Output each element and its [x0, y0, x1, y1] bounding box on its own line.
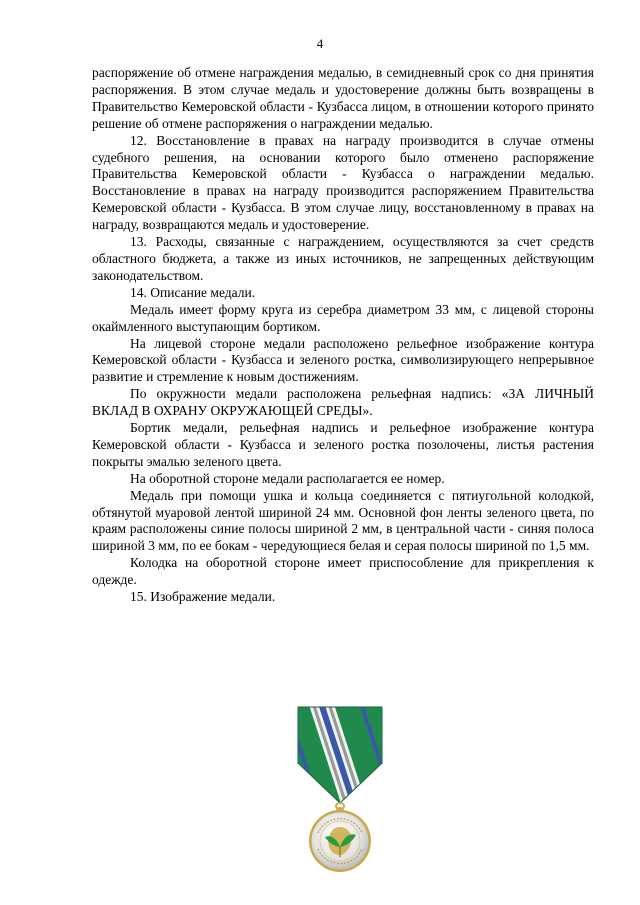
- paragraph: 15. Изображение медали.: [130, 589, 276, 605]
- paragraph: На лицевой стороне медали расположено рельефное изображение контура Кемеровской области - Кузбасса и зеленого ростка, символизирующего непрерывное развитие и стремление к новым достижениям.: [92, 335, 594, 385]
- medal-image: [290, 705, 390, 875]
- document-body: [92, 65, 594, 606]
- page-number: 4: [316, 36, 324, 51]
- medal-illustration-icon: [290, 705, 390, 875]
- paragraph: Медаль имеет форму круга из серебра диаметром 33 мм, с лицевой стороны окаймленного выступающим бортиком.: [92, 301, 594, 334]
- paragraph: Медаль при помощи ушка и кольца соединяется с пятиугольной колодкой, обтянутой муаровой лентой шириной 24 мм. Основной фон ленты зеленого цвета, по краям расположены синие полосы шириной 2 мм, в центральной части - синяя полоса шириной 3 мм, по ее бокам - чередующиеся белая и серая полосы шириной по 1,5 мм.: [92, 487, 594, 554]
- paragraph: По окружности медали расположена рельефная надпись: «ЗА ЛИЧНЫЙ ВКЛАД В ОХРАНУ ОКРУЖАЮЩЕЙ СРЕДЫ».: [92, 386, 594, 419]
- paragraph: 13. Расходы, связанные с награждением, осуществляются за счет средств областного бюджета, а также из иных источников, не запрещенных действующим законодательством.: [92, 234, 594, 283]
- paragraph: 14. Описание медали.: [130, 284, 256, 300]
- paragraph: Бортик медали, рельефная надпись и рельефное изображение контура Кемеровской области - Кузбасса и зеленого ростка позолочены, листья растения покрыты эмалью зеленого цвета.: [92, 420, 594, 469]
- paragraph: На оборотной стороне медали располагается ее номер.: [130, 470, 445, 486]
- paragraph: Колодка на оборотной стороне имеет приспособление для прикрепления к одежде.: [92, 555, 594, 588]
- paragraph: 12. Восстановление в правах на награду производится в случае отмены судебного решения, на основании которого было отменено распоряжение Правительства Кемеровской области - Кузбасса о награждении медалью. Восстановление в правах на награду производится распоряжением Правительства Кемеровской области - Кузбасса. В этом случае лицу, восстановленному в правах на награду, возвращаются медаль и удостоверение.: [92, 132, 594, 233]
- paragraph: распоряжение об отмене награждения медалью, в семидневный срок со дня принятия распоряжения. В этом случае медаль и удостоверение должны быть возвращены в Правительство Кемеровской области - Кузбасса лицом, в отношении которого принято решение об отмене распоряжения о награждении медалью.: [92, 65, 594, 131]
